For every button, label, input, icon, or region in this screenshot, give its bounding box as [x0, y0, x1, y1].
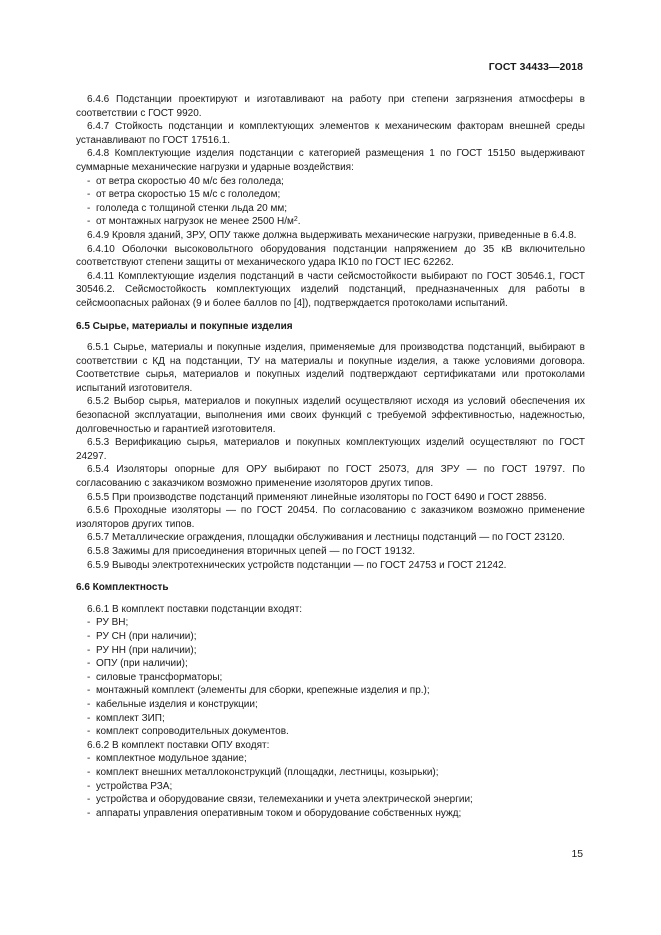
- list-item: - устройства и оборудование связи, телемеханики и учета электрической энергии;: [87, 794, 473, 806]
- paragraph-6-4-10: 6.4.10 Оболочки высоковольтного оборудования подстанции напряжением до 35 кВ включительно соответствуют степени защиты от механического удара IK10 по ГОСТ IEC 62262.: [76, 243, 585, 269]
- list-item: - устройства РЗА;: [87, 780, 173, 792]
- list-item: - от ветра скоростью 15 м/с с гололедом;: [87, 189, 281, 201]
- list-item: - комплектное модульное здание;: [87, 753, 247, 765]
- paragraph-6-4-8: 6.4.8 Комплектующие изделия подстанции с категорией размещения 1 по ГОСТ 15150 выдерживают суммарные механические нагрузки и ударные воздействия:: [76, 148, 585, 173]
- paragraph-6-4-9: 6.4.9 Кровля зданий, ЗРУ, ОПУ также должна выдерживать механические нагрузки, приведенные в 6.4.8.: [87, 229, 577, 241]
- paragraph-6-5-3: 6.5.3 Верификацию сырья, материалов и покупных комплектующих изделий осуществляют по ГОСТ 24297.: [76, 437, 585, 462]
- paragraph-6-5-4: 6.5.4 Изоляторы опорные для ОРУ выбирают по ГОСТ 25073, для ЗРУ — по ГОСТ 19797. По согласованию с заказчиком возможно применение изоляторов других типов.: [76, 464, 585, 490]
- paragraph-6-5-7: 6.5.7 Металлические ограждения, площадки обслуживания и лестницы подстанций — по ГОСТ 23120.: [87, 532, 565, 544]
- list-item: - РУ ВН;: [87, 617, 129, 629]
- list-item: - кабельные изделия и конструкции;: [87, 698, 258, 710]
- list-item: - комплект сопроводительных документов.: [87, 726, 289, 738]
- list-item: - РУ НН (при наличии);: [87, 644, 197, 656]
- page-number: 15: [571, 849, 583, 860]
- section-heading-6-6: 6.6 Комплектность: [76, 582, 169, 594]
- section-heading-6-5: 6.5 Сырье, материалы и покупные изделия: [76, 320, 293, 332]
- paragraph-6-4-6: 6.4.6 Подстанции проектируют и изготавливают на работу при степени загрязнения атмосферы в соответствии с ГОСТ 9920.: [76, 94, 585, 119]
- document-header: ГОСТ 34433—2018: [488, 62, 583, 73]
- list-item: - гололеда с толщиной стенки льда 20 мм;: [87, 202, 288, 214]
- page-body: [76, 93, 585, 820]
- list-item: - монтажный комплект (элементы для сборки, крепежные изделия и пр.);: [87, 685, 430, 697]
- paragraph-6-4-11: 6.4.11 Комплектующие изделия подстанций в части сейсмостойкости выбирают по ГОСТ 30546.1, ГОСТ 30546.2. Сейсмостойкость комплектующих изделий подстанций, предназначенных для работы в сейсмоопасных районах (9 и более баллов по [4]), подтверждается протоколами испытаний.: [76, 270, 585, 309]
- paragraph-6-5-6: 6.5.6 Проходные изоляторы — по ГОСТ 20454. По согласованию с заказчиком возможно применение изоляторов других типов.: [76, 505, 585, 530]
- paragraph-6-4-7: 6.4.7 Стойкость подстанции и комплектующих элементов к механическим факторам внешней среды устанавливают по ГОСТ 17516.1.: [76, 121, 585, 146]
- paragraph-6-5-2: 6.5.2 Выбор сырья, материалов и покупных изделий осуществляют исходя из условий обеспечения их безопасной эксплуатации, выполнения ими своих функций с требуемой эффективностью, надежностью, долговечностью и гарантией изготовителя.: [76, 396, 585, 435]
- list-item: - силовые трансформаторы;: [87, 671, 223, 683]
- list-item: - от монтажных нагрузок не менее 2500 $Н/м^2$.: [87, 216, 301, 228]
- list-item: - ОПУ (при наличии);: [87, 658, 188, 670]
- paragraph-6-6-2: 6.6.2 В комплект поставки ОПУ входят:: [87, 739, 270, 751]
- list-item: - аппараты управления оперативным током и оборудование собственных нужд;: [87, 807, 462, 819]
- paragraph-6-5-5: 6.5.5 При производстве подстанций применяют линейные изоляторы по ГОСТ 6490 и ГОСТ 28856.: [87, 491, 547, 503]
- paragraph-6-6-1: 6.6.1 В комплект поставки подстанции входят:: [87, 603, 303, 615]
- paragraph-6-5-8: 6.5.8 Зажимы для присоединения вторичных цепей — по ГОСТ 19132.: [87, 546, 415, 557]
- list-item: - РУ СН (при наличии);: [87, 630, 197, 642]
- list-item: - комплект внешних металлоконструкций (площадки, лестницы, козырьки);: [87, 766, 439, 778]
- paragraph-6-5-1: 6.5.1 Сырье, материалы и покупные изделия, применяемые для производства подстанций, выбирают в соответствии с КД на подстанции, ТУ на материалы и покупные изделия, а также условиями договора. Соответствие сырья, материалов и покупных изделий подтверждают сертификатами или протоколами испытаний изготовителя.: [76, 342, 585, 394]
- paragraph-6-5-9: 6.5.9 Выводы электротехнических устройств подстанции — по ГОСТ 24753 и ГОСТ 21242.: [87, 559, 507, 571]
- list-item: - комплект ЗИП;: [87, 712, 165, 724]
- list-item: - от ветра скоростью 40 м/с без гололеда;: [87, 175, 284, 187]
